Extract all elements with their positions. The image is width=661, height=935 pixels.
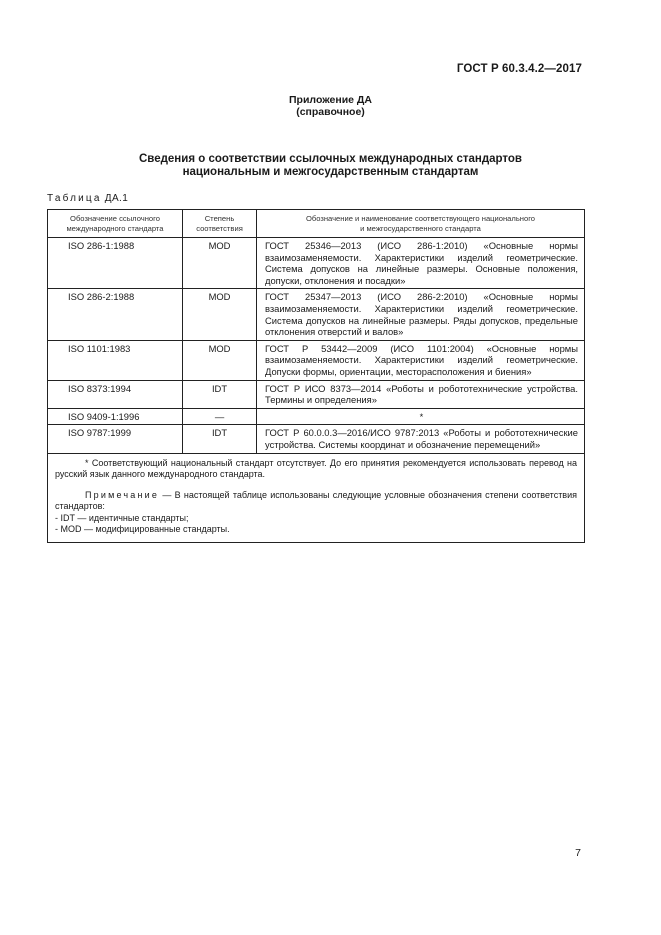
- note-paragraph: [55, 490, 577, 513]
- international-standard-cell: ISO 286-2:1988: [48, 289, 183, 340]
- document-title-line-1: Сведения о соответствии ссылочных международных стандартов: [138, 153, 522, 165]
- international-standard-cell: ISO 286-1:1988: [48, 238, 183, 289]
- international-standard-cell: ISO 9409-1:1996: [48, 408, 183, 425]
- table-footnote-cell: [48, 453, 585, 542]
- table-footer-row: [48, 453, 585, 542]
- international-standard-cell: ISO 8373:1994: [48, 380, 183, 408]
- national-standard-cell: ГОСТ Р ИСО 8373—2014 «Роботы и робототехнические устройства. Термины и определения»: [257, 380, 585, 408]
- footnote-text: * Соответствующий национальный стандарт отсутствует. До его принятия рекомендуется использовать перевод на русский язык данного международного стандарта.: [55, 457, 577, 479]
- appendix-title: Приложение ДА: [289, 94, 372, 106]
- standard-code-header: ГОСТ Р 60.3.4.2—2017: [456, 63, 582, 75]
- header-national-standard: Обозначение и наименование соответствующего национального и межгосударственного стандарта: [257, 210, 585, 238]
- appendix-type: (справочное): [296, 106, 365, 118]
- header-correspondence-degree: Степень соответствия: [183, 210, 257, 238]
- degree-cell: MOD: [183, 340, 257, 380]
- note-text: — В настоящей таблице использованы следующие условные обозначения степени соответствия стандартов:: [55, 489, 577, 511]
- table-row: [48, 289, 585, 340]
- national-standard-cell: ГОСТ 25347—2013 (ИСО 286-2:2010) «Основные нормы взаимозаменяемости. Характеристики изделий геометрические. Система допусков на линейные размеры. Ряды допусков, предельные отклонения отверстий и валов»: [257, 289, 585, 340]
- page-number: 7: [575, 847, 581, 859]
- degree-cell: MOD: [183, 238, 257, 289]
- table-row: [48, 238, 585, 289]
- national-standard-cell: *: [257, 408, 585, 425]
- table-caption-number: ДА.1: [104, 193, 129, 204]
- table-row: [48, 408, 585, 425]
- header-international-standard: Обозначение ссылочного международного стандарта: [48, 210, 183, 238]
- document-title: [0, 153, 661, 179]
- table-row: [48, 425, 585, 453]
- table-row: [48, 340, 585, 380]
- international-standard-cell: ISO 9787:1999: [48, 425, 183, 453]
- national-standard-cell: ГОСТ Р 53442—2009 (ИСО 1101:2004) «Основные нормы взаимозаменяемости. Характеристики изделий геометрические. Допуски формы, ориентации, месторасположения и биения»: [257, 340, 585, 380]
- table-row: [48, 380, 585, 408]
- table-header-row: [48, 210, 585, 238]
- international-standard-cell: ISO 1101:1983: [48, 340, 183, 380]
- national-standard-cell: ГОСТ 25346—2013 (ИСО 286-1:2010) «Основные нормы взаимозаменяемости. Характеристики изделий геометрические. Система допусков на линейные размеры. Основные положения, допуски, отклонения и посадки»: [257, 238, 585, 289]
- degree-cell: IDT: [183, 425, 257, 453]
- document-title-line-2: национальным и межгосударственным стандартам: [182, 166, 479, 178]
- note-label: Примечание: [85, 489, 160, 500]
- legend-item-idt: - IDT — идентичные стандарты;: [55, 512, 189, 523]
- appendix-heading: [0, 94, 661, 118]
- national-standard-cell: ГОСТ Р 60.0.0.3—2016/ИСО 9787:2013 «Роботы и робототехнические устройства. Системы координат и обозначение перемещений»: [257, 425, 585, 453]
- table-caption: [47, 193, 128, 204]
- degree-cell: IDT: [183, 380, 257, 408]
- degree-cell: MOD: [183, 289, 257, 340]
- degree-cell: —: [183, 408, 257, 425]
- table-caption-label: Таблица: [47, 193, 102, 204]
- correspondence-table: [47, 209, 585, 543]
- legend-item-mod: - MOD — модифицированные стандарты.: [55, 524, 230, 534]
